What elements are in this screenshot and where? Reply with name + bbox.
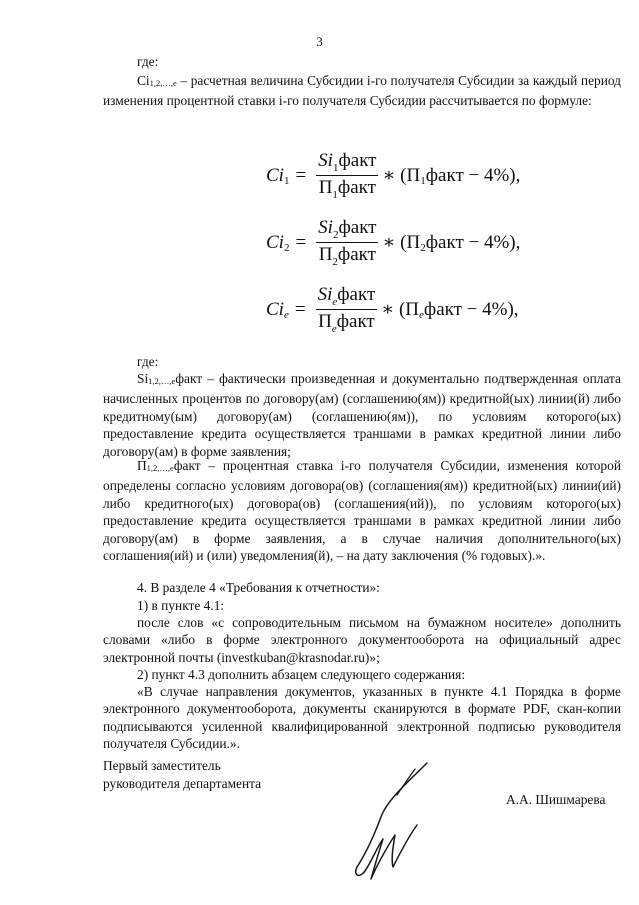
p-symbol: П (137, 458, 147, 473)
item-4-heading: 4. В разделе 4 «Требования к отчетности»: (137, 580, 380, 595)
handwritten-signature (335, 755, 465, 885)
numerator-symbol: Si (317, 284, 333, 305)
formula-lhs: Ci (266, 298, 284, 320)
denominator-text: факт (337, 244, 376, 265)
formula-3: Ci e = $\frac{Si_eфакт}{П_eфакт}$ ∗ (П e факт − 4%), (266, 284, 519, 335)
p-definition (103, 457, 621, 564)
numerator-text: факт (338, 150, 377, 171)
formula-fraction (316, 150, 378, 201)
item-4-2-text: «В случае направления документов, указанных в пункте 4.1 Порядка в форме электронного документооборота, документы сканируются в формате PDF, скан-копии подписываются усиленной квалифицированной электронной подписью руководителя получателя Субсидии.». (103, 684, 621, 752)
numerator-symbol: Si (318, 150, 333, 171)
denominator-sub: 2 (332, 256, 338, 268)
formula-rest-sub: 1 (420, 174, 426, 187)
formula-lhs-sub: 2 (283, 241, 290, 254)
formula-lhs: Ci (266, 231, 284, 253)
denominator-sub: e (331, 323, 337, 335)
formula-rest-b: факт − 4%), (423, 298, 519, 320)
where-label-1: где: (137, 54, 159, 69)
where-label-2: где: (137, 354, 159, 369)
numerator-symbol: Si (318, 217, 333, 238)
denominator-symbol: П (318, 244, 333, 265)
numerator-text: факт (338, 217, 377, 238)
item-4-1-text: после слов «с сопроводительным письмом на бумажном носителе» дополнить словами «либо в форме электронного документооборота на официальный адрес электронной почты (investkuban@krasnodar.ru)»; (103, 615, 621, 665)
formula-2: Ci 2 = $\frac{Si_2факт}{П_2факт}$ ∗ (П 2 факт − 4%), (266, 217, 521, 268)
formula-lhs: Ci (266, 164, 284, 186)
signatory-name: А.А. Шишмарева (506, 792, 606, 807)
denominator-text: факт (337, 177, 376, 198)
item-4-2-heading: 2) пункт 4.3 дополнить абзацем следующего содержания: (137, 667, 466, 682)
formula-rest-b: факт − 4%), (425, 231, 521, 253)
position-line-1: Первый заместитель (103, 758, 221, 773)
multiply-sign: ∗ (382, 165, 396, 186)
p-definition-text: факт – процентная ставка i-го получателя Субсидии, изменения которой определены согласно условиям договора(ов) (соглашения(ям)) кредитной(ых) линии(ий) либо кредитного(ых) договора(ов) (соглашения(ий)), по условиям которого(ых) предоставление кредита осуществляется траншами в рамках кредитной линии либо договору(ам) в форме заявления, а в случае наличия дополнительного(ых) соглашения(ий) и (или) уведомления(й), – на дату заключения (% годовых).». (103, 458, 621, 564)
formula-fraction (316, 284, 378, 335)
ci-subscript: 1,2,…,е (149, 78, 177, 88)
ci-symbol: Ci (137, 73, 150, 88)
signatory-position (103, 757, 261, 793)
multiply-sign: ∗ (381, 299, 395, 320)
formula-lhs-sub: e (283, 308, 289, 321)
numerator-sub: e (332, 296, 338, 308)
page-number: 3 (316, 34, 323, 49)
formula-rest-sub: 2 (420, 241, 426, 254)
formula-rest-a: (П (394, 298, 419, 320)
formula-lhs-sub: 1 (283, 174, 290, 187)
formula-rest-sub: e (419, 308, 424, 321)
denominator-symbol: П (318, 311, 332, 332)
position-line-2: руководителя департамента (103, 776, 262, 791)
multiply-sign: ∗ (382, 232, 396, 253)
numerator-sub: 1 (332, 162, 339, 174)
denominator-text: факт (336, 311, 375, 332)
ci-definition (103, 72, 621, 110)
denominator-sub: 1 (332, 189, 338, 201)
p-subscript: 1,2,…,е (146, 463, 174, 473)
formula-rest-b: факт − 4%), (425, 164, 521, 186)
si-definition (103, 370, 621, 460)
numerator-sub: 2 (332, 229, 339, 241)
denominator-symbol: П (318, 177, 333, 198)
numerator-text: факт (337, 284, 376, 305)
item-4-1-heading: 1) в пункте 4.1: (137, 598, 225, 613)
formula-rest-a: (П (395, 231, 421, 253)
ci-definition-text: – расчетная величина Субсидии i-го получателя Субсидии за каждый период изменения процентной ставки i-го получателя Субсидии рассчитывается по формуле: (103, 73, 621, 109)
formula-1: Ci 1 = $\frac{Si_1факт}{П_1факт}$ ∗ (П 1 факт − 4%), (266, 150, 521, 201)
si-definition-text: факт – фактически произведенная и документально подтвержденная оплата начисленных процентов по договору(ам) (соглашению(ям)) кредитной(ых) линии(й) либо кредитному(ым) договору(ам) (соглашению(ям)), по условиям которого(ых) предоставление кредита осуществляется траншами в рамках кредитной линии либо договору(ам) в форме заявления; (103, 371, 621, 459)
si-subscript: 1,2,…,е (148, 376, 176, 386)
si-symbol: Si (137, 371, 149, 386)
formula-fraction (316, 217, 378, 268)
formula-rest-a: (П (395, 164, 421, 186)
